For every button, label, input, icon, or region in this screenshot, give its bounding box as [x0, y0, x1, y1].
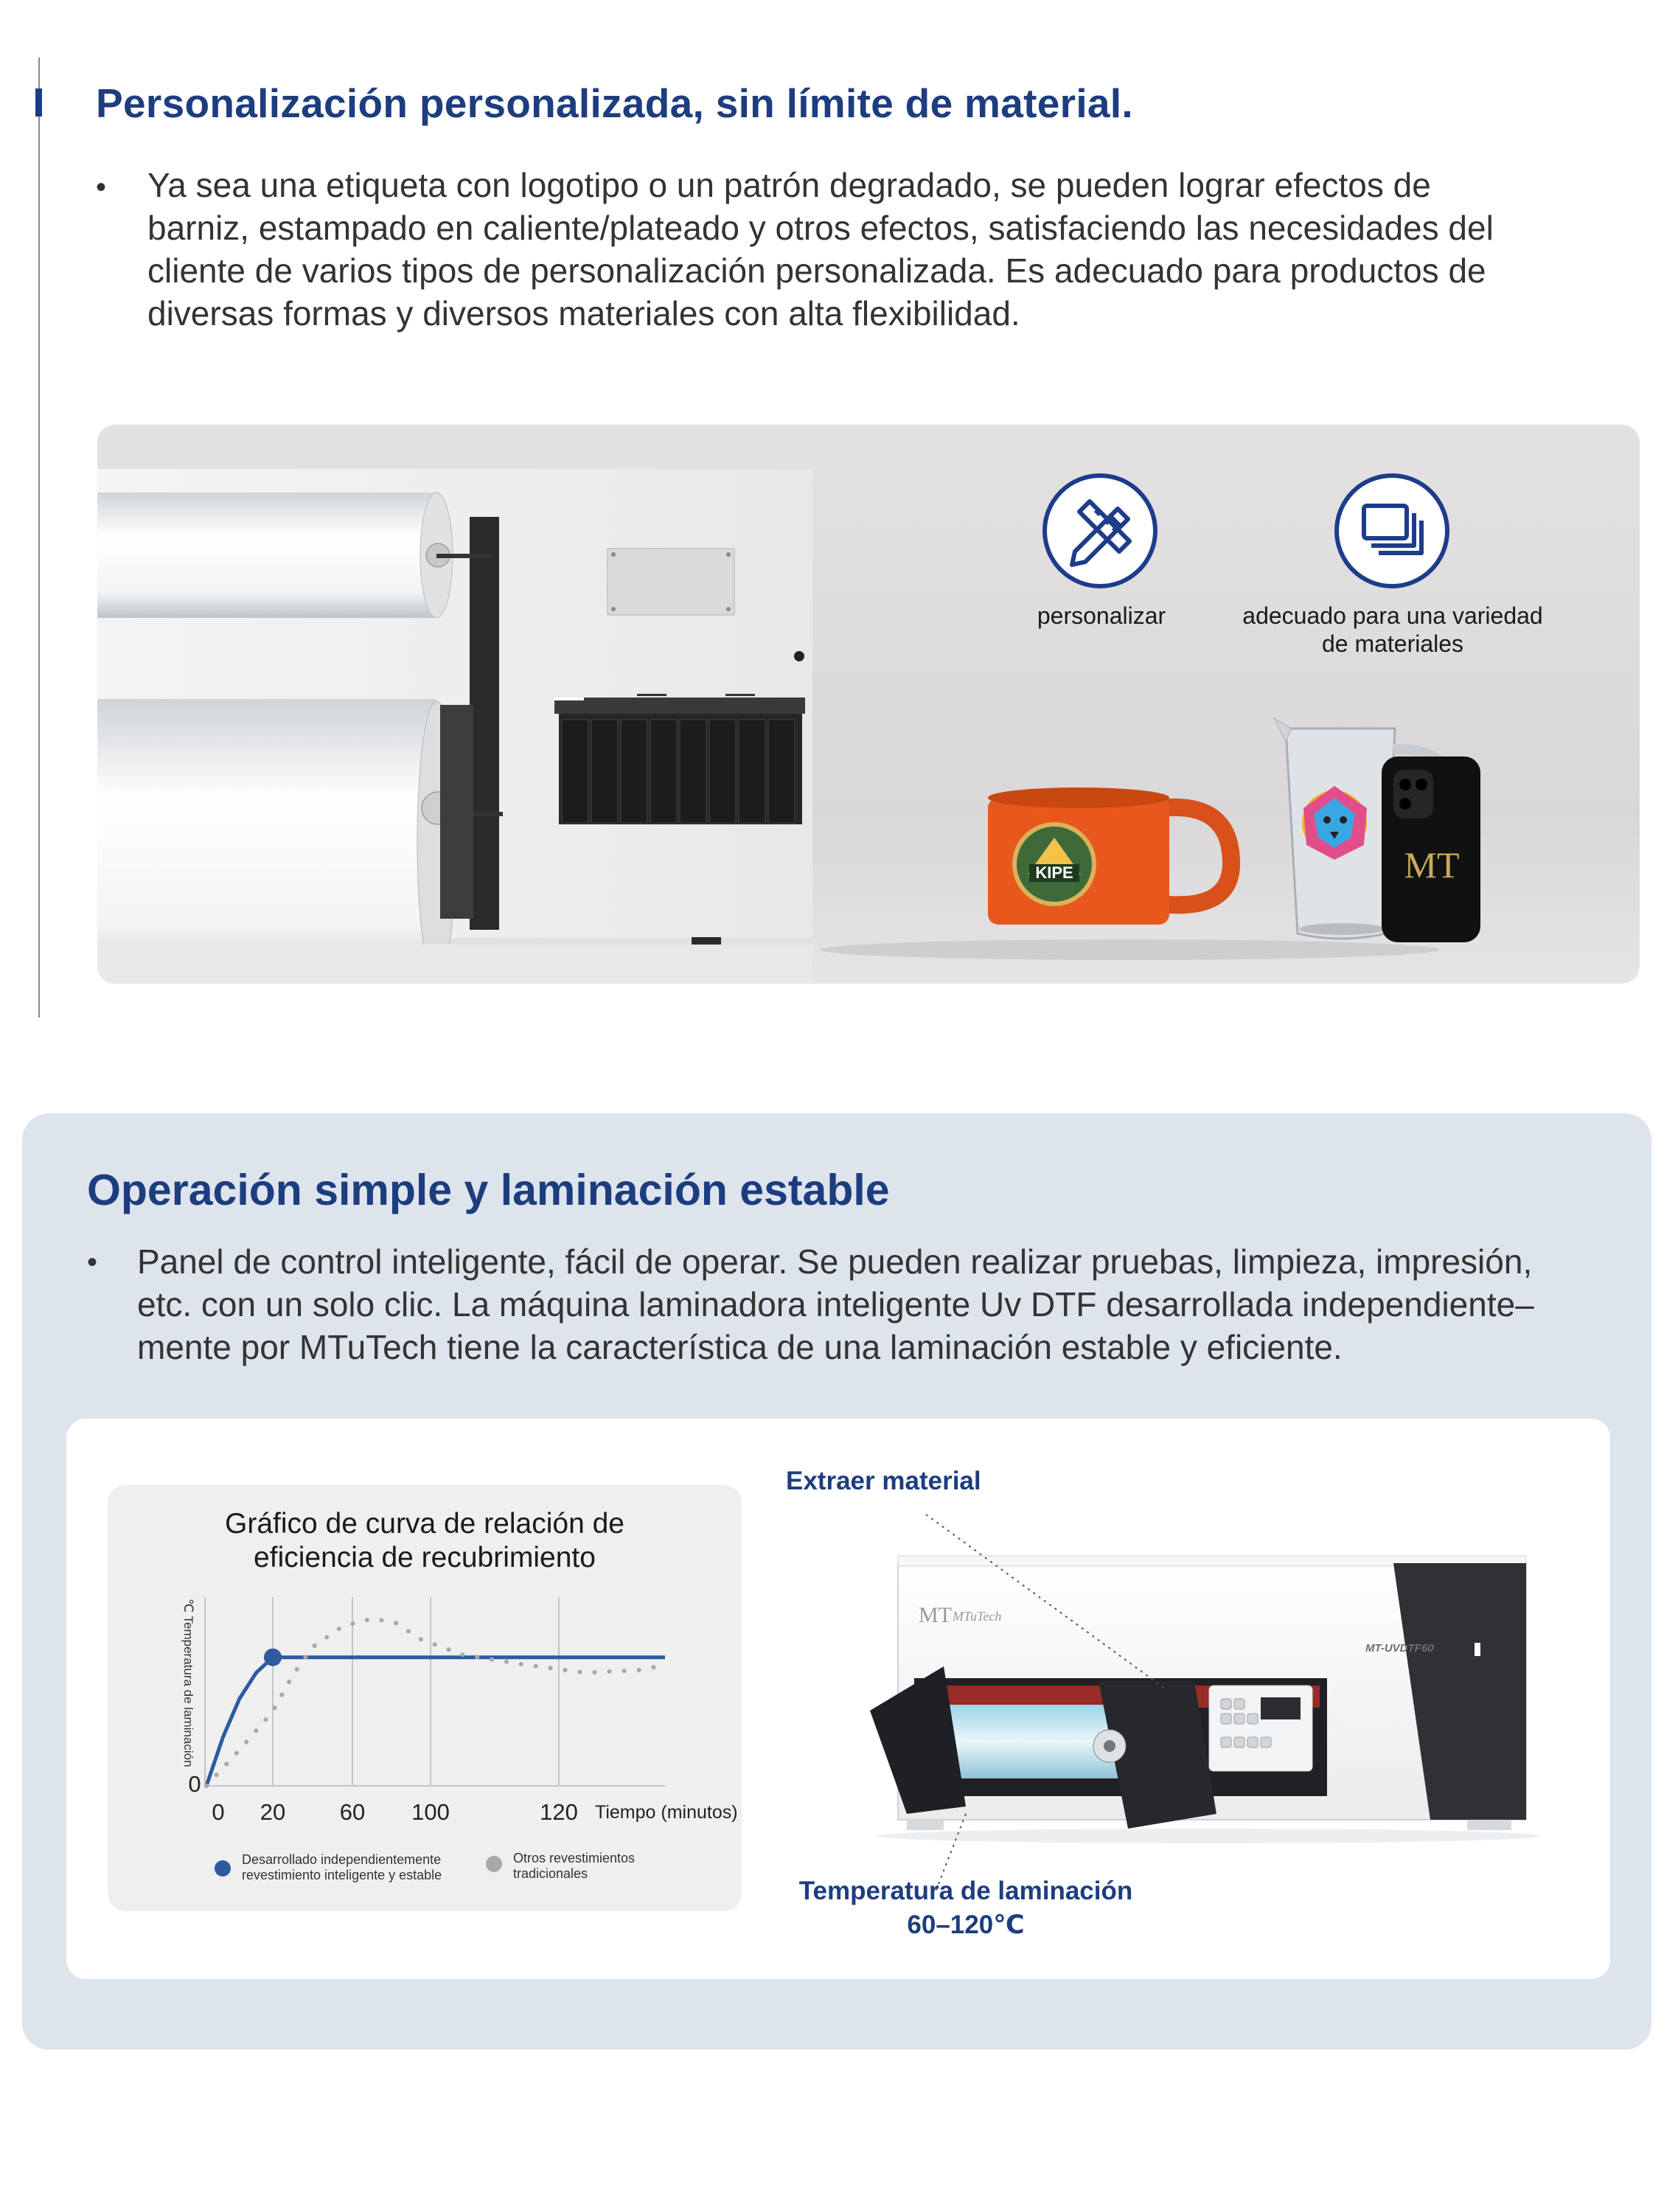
chart-y-tick-label: 0	[188, 1771, 201, 1797]
chart-x-tick-label: 100	[411, 1799, 450, 1825]
section-divider-line	[38, 58, 40, 1018]
feature-label-personalize: personalizar	[1037, 602, 1166, 629]
chart-x-tick-label: 20	[260, 1799, 286, 1825]
legend-label-line: revestimiento inteligente y estable	[242, 1868, 442, 1882]
phone-case-image	[1382, 757, 1480, 942]
feature-label-materials-line1: adecuado para una variedad	[1242, 602, 1543, 629]
callout-temp-label: Temperatura de laminación	[798, 1877, 1133, 1905]
paragraph-line: Ya sea una etiqueta con logotipo o un patrón degradado, se pueden lograr efectos de	[147, 166, 1431, 204]
phone-logo-text: MT	[1404, 844, 1460, 886]
paragraph-line: barniz, estampado en caliente/plateado y otros efectos, satisfaciendo las necesidades del	[147, 209, 1494, 247]
callout-lamination-temp	[789, 1874, 1143, 1942]
legend-label-line: Desarrollado independientemente	[242, 1852, 442, 1867]
legend-label-line: Otros revestimientos	[513, 1851, 636, 1865]
bullet: •	[96, 171, 107, 204]
orange-mug-image	[988, 787, 1231, 925]
chart-x-axis-label: Tiempo (minutos)	[595, 1802, 738, 1823]
pencil-ruler-icon	[1042, 473, 1157, 588]
callout-extract-material: Extraer material	[786, 1467, 981, 1495]
chart-title-line: Gráfico de curva de relación de	[225, 1508, 624, 1540]
chart-title-line: eficiencia de recubrimiento	[254, 1542, 596, 1573]
chart-title	[108, 1507, 742, 1575]
machine-brand-mark: MT	[919, 1603, 952, 1627]
section-accent-mark	[35, 88, 42, 116]
machine-model: MT-UVDTF60	[1365, 1642, 1434, 1655]
product-photo-panel	[97, 425, 1640, 984]
callout-temp-value: 60–120℃	[907, 1910, 1025, 1939]
chart-x-tick-label: 0	[212, 1799, 225, 1825]
legend-label-line: tradicionales	[513, 1866, 588, 1881]
mug-logo-text: KIPE	[1035, 863, 1073, 882]
paragraph-line: Panel de control inteligente, fácil de operar. Se pueden realizar pruebas, limpieza, impresión,	[137, 1242, 1533, 1281]
paragraph-line: diversas formas y diversos materiales con alta flexibilidad.	[147, 294, 1020, 333]
chart-x-tick-label: 120	[540, 1799, 578, 1825]
paragraph-line: mente por MTuTech tiene la característica de una laminación estable y eficiente.	[137, 1328, 1343, 1366]
feature-label-materials-line2: de materiales	[1321, 630, 1464, 657]
machine-brand-name: MTuTech	[953, 1609, 1002, 1624]
bullet: •	[87, 1246, 98, 1279]
chart-x-tick-label: 60	[339, 1799, 366, 1825]
paragraph-line: etc. con un solo clic. La máquina laminadora inteligente Uv DTF desarrollada independiente–	[137, 1285, 1534, 1324]
layers-icon	[1334, 473, 1449, 588]
chart-y-axis-label: ℃ Temperatura de laminación	[181, 1599, 195, 1767]
section1-title: Personalización personalizada, sin límite de material.	[96, 80, 1133, 126]
section2-title: Operación simple y laminación estable	[87, 1166, 890, 1214]
paragraph-line: cliente de varios tipos de personalización personalizada. Es adecuado para productos de	[147, 251, 1486, 290]
